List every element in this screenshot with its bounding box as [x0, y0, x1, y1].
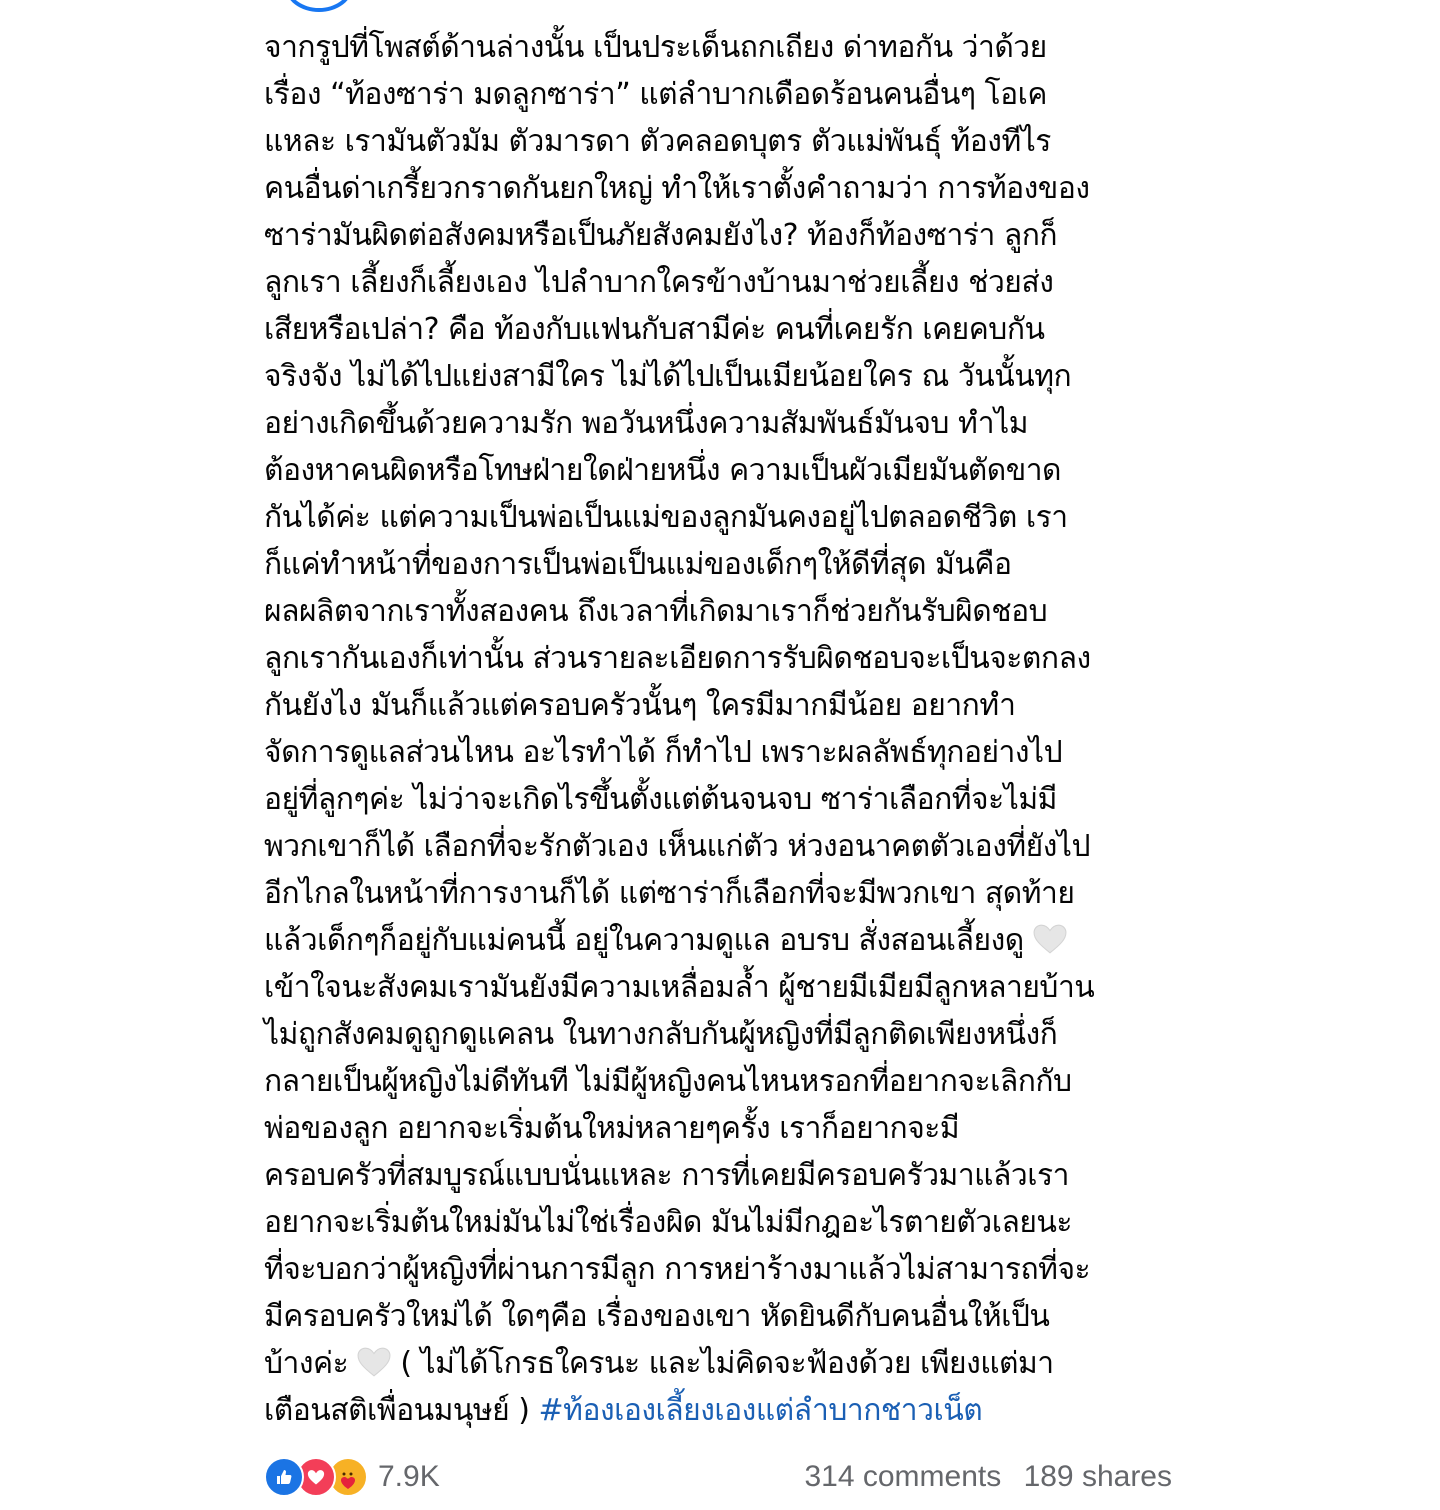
post-line: พวกเขาก็ได้ เลือกที่จะรักตัวเอง เห็นแก่ตัว ห่วงอนาคตตัวเองที่ยังไป: [264, 829, 1090, 864]
post-line-text: เตือนสติเพื่อนมนุษย์ ): [264, 1393, 530, 1428]
post-line: เสียหรือเปล่า? คือ ท้องกับแฟนกับสามีค่ะ คนที่เคยรัก เคยคบกัน: [264, 312, 1045, 347]
post-line: แหละ เรามันตัวมัม ตัวมารดา ตัวคลอดบุตร ตัวแม่พันธุ์ ท้องทีไร: [264, 124, 1051, 159]
post-line: ผลผลิตจากเราทั้งสองคน ถึงเวลาที่เกิดมาเราก็ช่วยกันรับผิดชอบ: [264, 594, 1048, 629]
post-line: ที่จะบอกว่าผู้หญิงที่ผ่านการมีลูก การหย่าร้างมาแล้วไม่สามารถที่จะ: [264, 1252, 1091, 1287]
reactions-summary[interactable]: [264, 1457, 440, 1497]
post-line-text: แล้วเด็กๆก็อยู่กับแม่คนนี้ อยู่ในความดูแล อบรบ สั่งสอนเลี้ยงดู: [264, 923, 1024, 958]
post-line: [264, 1387, 1184, 1434]
post-line: อย่างเกิดขึ้นด้วยความรัก พอวันหนึ่งความสัมพันธ์มันจบ ทำไม: [264, 406, 1028, 441]
reaction-count: 7.9K: [378, 1460, 440, 1493]
post-footer: [264, 1452, 1172, 1502]
post-line: กันได้ค่ะ แต่ความเป็นพ่อเป็นแม่ของลูกมันคงอยู่ไปตลอดชีวิต เรา: [264, 500, 1068, 535]
shares-count-link[interactable]: 189 shares: [1023, 1460, 1172, 1493]
post-line: ต้องหาคนผิดหรือโทษฝ่ายใดฝ่ายหนึ่ง ความเป็นผัวเมียมันตัดขาด: [264, 453, 1062, 488]
post-line: มีครอบครัวใหม่ได้ ใดๆคือ เรื่องของเขา หัดยินดีกับคนอื่นให้เป็น: [264, 1299, 1050, 1334]
avatar[interactable]: [285, 0, 353, 12]
post-line: ไม่ถูกสังคมดูถูกดูแคลน ในทางกลับกันผู้หญิงที่มีลูกติดเพียงหนึ่งก็: [264, 1017, 1058, 1052]
white-heart-icon: [357, 1347, 391, 1377]
engagement-stats: [790, 1460, 1172, 1494]
post-line: เข้าใจนะสังคมเรามันยังมีความเหลื่อมล้ำ ผู้ชายมีเมียมีลูกหลายบ้าน: [264, 970, 1095, 1005]
post-line: [264, 1340, 1184, 1387]
post-line: เรื่อง “ท้องซาร่า มดลูกซาร่า” แต่ลำบากเดือดร้อนคนอื่นๆ โอเค: [264, 77, 1047, 112]
post-line: จริงจัง ไม่ได้ไปแย่งสามีใคร ไม่ได้ไปเป็นเมียน้อยใคร ณ วันนั้นทุก: [264, 359, 1072, 394]
post-line: จากรูปที่โพสต์ด้านล่างนั้น เป็นประเด็นถกเถียง ด่าทอกัน ว่าด้วย: [264, 30, 1047, 65]
post-text: [264, 24, 1184, 1434]
post-line: ก็แค่ทำหน้าที่ของการเป็นพ่อเป็นแม่ของเด็กๆให้ดีที่สุด มันคือ: [264, 547, 1012, 582]
post-line-text: ( ไม่ได้โกรธใครนะ และไม่คิดจะฟ้องด้วย เพียงแต่มา: [400, 1346, 1054, 1381]
post-line: ลูกเรา เลี้ยงก็เลี้ยงเอง ไปลำบากใครข้างบ้านมาช่วยเลี้ยง ช่วยส่ง: [264, 265, 1054, 300]
post-line: พ่อของลูก อยากจะเริ่มต้นใหม่หลายๆครั้ง เราก็อยากจะมี: [264, 1111, 960, 1146]
post-line: อยากจะเริ่มต้นใหม่มันไม่ใช่เรื่องผิด มันไม่มีกฎอะไรตายตัวเลยนะ: [264, 1205, 1073, 1240]
post-line: กลายเป็นผู้หญิงไม่ดีทันที ไม่มีผู้หญิงคนไหนหรอกที่อยากจะเลิกกับ: [264, 1064, 1072, 1099]
post-line: [264, 917, 1184, 964]
post-line: ซาร่ามันผิดต่อสังคมหรือเป็นภัยสังคมยังไง? ท้องก็ท้องซาร่า ลูกก็: [264, 218, 1058, 253]
post-line: กันยังไง มันก็แล้วแต่ครอบครัวนั้นๆ ใครมีมากมีน้อย อยากทำ: [264, 688, 1016, 723]
post-line: อีกไกลในหน้าที่การงานก็ได้ แต่ซาร่าก็เลือกที่จะมีพวกเขา สุดท้าย: [264, 876, 1075, 911]
post-line: อยู่ที่ลูกๆค่ะ ไม่ว่าจะเกิดไรขึ้นตั้งแต่ต้นจนจบ ซาร่าเลือกที่จะไม่มี: [264, 782, 1057, 817]
hashtag-link[interactable]: #ท้องเองเลี้ยงเองแต่ลำบากชาวเน็ต: [538, 1393, 983, 1428]
post-line-text: บ้างค่ะ: [264, 1346, 349, 1381]
post-line: คนอื่นด่าเกรี้ยวกราดกันยกใหญ่ ทำให้เราตั้งคำถามว่า การท้องของ: [264, 171, 1090, 206]
post-line: จัดการดูแลส่วนไหน อะไรทำได้ ก็ทำไป เพราะผลลัพธ์ทุกอย่างไป: [264, 735, 1063, 770]
white-heart-icon: [1033, 924, 1067, 954]
comments-count-link[interactable]: 314 comments: [804, 1460, 1002, 1493]
post-line: ครอบครัวที่สมบูรณ์แบบนั่นแหละ การที่เคยมีครอบครัวมาแล้วเรา: [264, 1158, 1069, 1193]
post-line: ลูกเรากันเองก็เท่านั้น ส่วนรายละเอียดการรับผิดชอบจะเป็นจะตกลง: [264, 641, 1091, 676]
like-icon: [264, 1457, 304, 1497]
